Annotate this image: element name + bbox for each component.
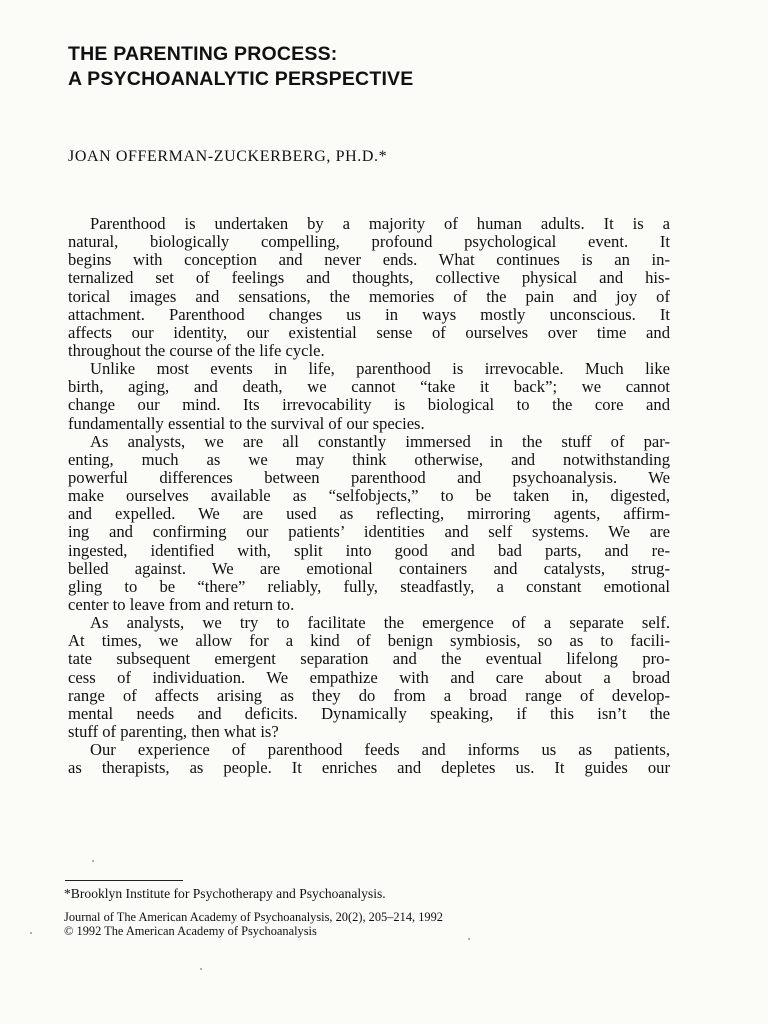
- author-byline: JOAN OFFERMAN-ZUCKERBERG, PH.D.*: [68, 148, 388, 165]
- body-line: enting, much as we may think otherwise, and notwithstanding: [68, 449, 670, 469]
- body-line: gling to be “there” reliably, fully, steadfastly, a constant emotional: [68, 576, 670, 596]
- body-line: stuff of parenting, then what is?: [68, 721, 279, 741]
- body-line: as therapists, as people. It enriches and depletes us. It guides our: [68, 758, 670, 778]
- journal-citation: Journal of The American Academy of Psychoanalysis, 20(2), 205–214, 1992: [64, 910, 443, 924]
- scan-speck: [468, 938, 470, 940]
- scan-speck: [200, 968, 202, 970]
- body-line: Our experience of parenthood feeds and informs us as patients,: [90, 740, 670, 760]
- body-line: As analysts, we are all constantly immersed in the stuff of par-: [90, 431, 670, 451]
- body-line: change our mind. Its irrevocability is biological to the core and: [68, 395, 670, 415]
- body-line: mental needs and deficits. Dynamically speaking, if this isn’t the: [68, 703, 670, 723]
- body-line: birth, aging, and death, we cannot “take it back”; we cannot: [68, 377, 670, 397]
- body-line: powerful differences between parenthood and psychoanalysis. We: [68, 467, 670, 487]
- article-body: [68, 215, 670, 777]
- body-line: ing and confirming our patients’ identities and self systems. We are: [68, 522, 670, 542]
- title-line-1: THE PARENTING PROCESS:: [68, 43, 338, 65]
- author-affiliation-footnote: *Brooklyn Institute for Psychotherapy and Psychoanalysis.: [64, 886, 386, 901]
- scan-speck: [92, 860, 94, 862]
- body-line: range of affects arising as they do from a broad range of develop-: [68, 685, 670, 705]
- body-line: At times, we allow for a kind of benign symbiosis, so as to facili-: [68, 631, 670, 651]
- body-line: affects our identity, our existential sense of ourselves over time and: [68, 322, 670, 342]
- copyright-notice: © 1992 The American Academy of Psychoanalysis: [64, 924, 317, 938]
- body-line: belled against. We are emotional containers and catalysts, strug-: [68, 558, 670, 578]
- body-line: natural, biologically compelling, profound psychological event. It: [68, 232, 670, 252]
- body-line: ternalized set of feelings and thoughts, collective physical and his-: [68, 268, 670, 288]
- body-line: make ourselves available as “selfobjects,” to be taken in, digested,: [68, 486, 670, 506]
- footnote-divider: [65, 880, 183, 881]
- body-line: ingested, identified with, split into good and bad parts, and re-: [68, 540, 670, 560]
- body-line: center to leave from and return to.: [68, 594, 295, 614]
- body-line: and expelled. We are used as reflecting, mirroring agents, affirm-: [68, 504, 670, 524]
- body-line: cess of individuation. We empathize with and care about a broad: [68, 667, 670, 687]
- title-line-2: A PSYCHOANALYTIC PERSPECTIVE: [68, 68, 414, 90]
- body-line: begins with conception and never ends. What continues is an in-: [68, 250, 670, 270]
- body-line: fundamentally essential to the survival of our species.: [68, 413, 425, 433]
- body-line: throughout the course of the life cycle.: [68, 340, 325, 360]
- journal-citation-block: [64, 910, 443, 938]
- body-line: Parenthood is undertaken by a majority of human adults. It is a: [90, 214, 670, 233]
- body-line: Unlike most events in life, parenthood is irrevocable. Much like: [90, 359, 670, 379]
- scan-speck: [30, 932, 32, 934]
- body-line: attachment. Parenthood changes us in ways mostly unconscious. It: [68, 304, 670, 324]
- body-line: torical images and sensations, the memories of the pain and joy of: [68, 286, 670, 306]
- body-line: As analysts, we try to facilitate the emergence of a separate self.: [90, 613, 670, 633]
- body-line: tate subsequent emergent separation and the eventual lifelong pro-: [68, 649, 670, 669]
- article-title: [68, 42, 413, 92]
